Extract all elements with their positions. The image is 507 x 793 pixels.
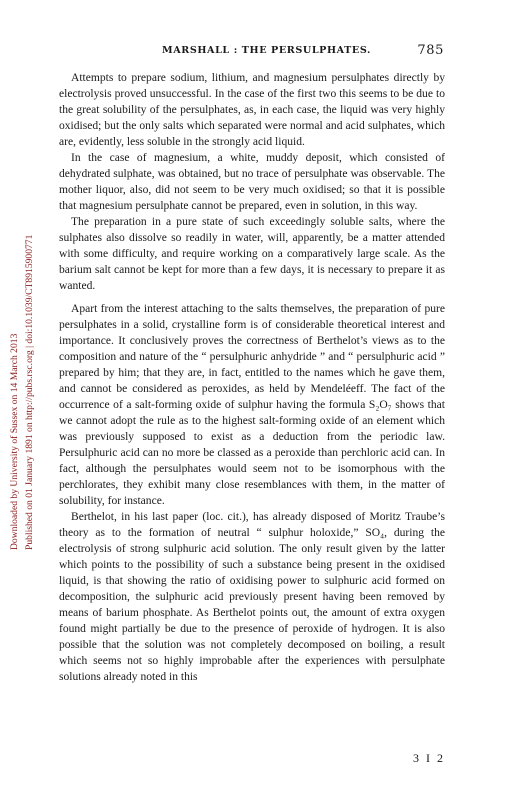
running-title: MARSHALL : THE PERSULPHATES.	[162, 45, 371, 56]
download-watermark	[2, 30, 35, 550]
page-number: 785	[417, 43, 444, 58]
body-text	[59, 70, 445, 685]
paragraph: Apart from the interest attaching to the salts themselves, the preparation of pure persulphates in a solid, crystalline form is of considerable theoretical interest and importance. It conclusively proves the correctness of Berthelot’s views as to the composition and nature of the “ persulphuric anhydride ” and “ persulphuric acid ” prepared by him; that they are, in fact, entitled to the names which he gave them, and cannot be considered as peroxides, as held by Mendeléeff. The fact of the occurrence of a salt-forming oxide of sulphur having the formula S₂O₇ shows that we cannot adopt the rule as to the highest salt-forming oxide of an element which was previously supposed to exist as a deduction from the periodic law. Persulphuric acid can no more be classed as a peroxide than perchloric acid can. In fact, although the persulphates would seem not to be isomorphous with the perchlorates, they exhibit many close resemblances with them, in the matter of solubility, for instance.	[59, 303, 445, 507]
running-header	[90, 45, 444, 61]
signature-mark: 3 I 2	[413, 751, 445, 765]
download-notice: Downloaded by University of Sussex on 14 March 2013	[9, 333, 20, 550]
paragraph: Berthelot, in his last paper (loc. cit.), has already disposed of Moritz Traube’s theory as to the formation of neutral “ sulphur holoxide,” SO₄, during the electrolysis of strong sulphuric acid solution. The only result given by the latter which points to the possibility of such a substance being present in the oxidised liquid, is that showing the ratio of oxidising power to sulphuric acid formed on decomposition, the sulphuric acid previously present having been removed by means of barium phosphate. As Berthelot points out, the amount of extra oxygen found might partially be due to the presence of peroxide of hydrogen. It is also possible that the solution was not completely decomposed on boiling, a result which seems not so highly improbable after the experiences with persulphate solutions already noted in this	[59, 511, 445, 683]
paragraph: In the case of magnesium, a white, muddy deposit, which consisted of dehydrated sulphate, was obtained, but no trace of persulphate was observable. The mother liquor, also, did not seem to be very much oxidised; so that it is possible that magnesium persulphate cannot be prepared, even in solution, in this way.	[59, 152, 445, 212]
publication-notice: Published on 01 January 1891 on http://pubs.rsc.org | doi:10.1039/CT8915900771	[24, 234, 35, 550]
paragraph: Attempts to prepare sodium, lithium, and magnesium persulphates directly by electrolysis proved unsuccessful. In the case of the first two this seems to be due to the great solubility of the persulphates, as, in each case, the liquid was very highly oxidised; but the only salts which separated were normal and acid sulphates, which are, evidently, less soluble in the strongly acid liquid.	[59, 72, 445, 148]
paragraph: The preparation in a pure state of such exceedingly soluble salts, where the sulphates also dissolve so readily in water, will, apparently, be a matter attended with some difficulty, and require working on a comparatively large scale. As the barium salt cannot be kept for more than a few days, it is necessary to prepare it as wanted.	[59, 216, 445, 292]
